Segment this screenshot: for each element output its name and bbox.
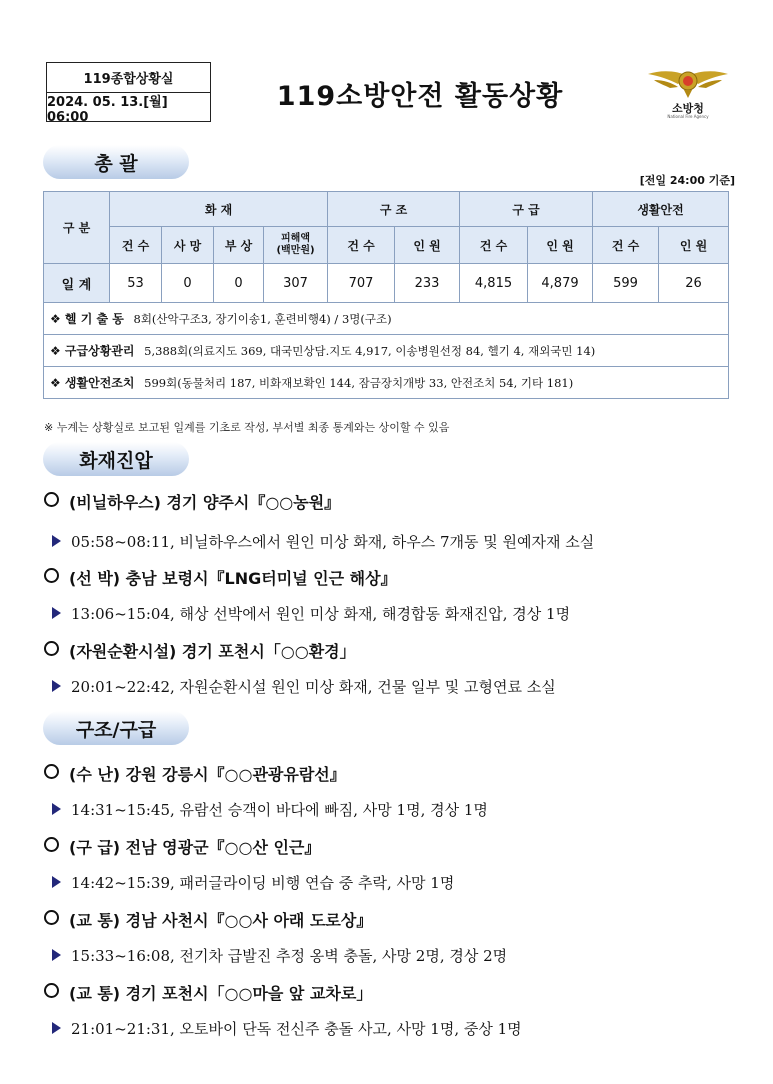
table-cell: 307	[264, 264, 328, 303]
col-fire-damage-unit: (백만원)	[276, 245, 315, 256]
circle-bullet-icon	[44, 568, 59, 583]
group-rescue: 구 조	[328, 192, 460, 227]
group-fire: 화 재	[110, 192, 328, 227]
triangle-bullet-icon	[52, 535, 61, 547]
group-safety: 생활안전	[593, 192, 729, 227]
note-text: 8회(산악구조3, 장기이송1, 훈련비행4) / 3명(구조)	[133, 312, 392, 326]
table-cell: 53	[110, 264, 162, 303]
section-fire: 화재진압	[43, 442, 189, 476]
incident-text: 15:33~16:08, 전기차 급발진 추정 옹벽 충돌, 사망 2명, 경상 2명	[71, 947, 508, 965]
col-safety-people: 인 원	[659, 227, 729, 264]
incident-text: 21:01~21:31, 오토바이 단독 전신주 충돌 사고, 사망 1명, 중상 1명	[71, 1020, 522, 1038]
basis-time: [전일 24:00 기준]	[639, 174, 735, 187]
circle-bullet-icon	[44, 910, 59, 925]
daily-total-label: 일 계	[44, 264, 110, 303]
summary-table	[43, 191, 729, 399]
incident-detail	[52, 676, 556, 697]
circle-bullet-icon	[44, 764, 59, 779]
col-fire-damage-label: 피해액	[281, 233, 310, 244]
table-cell: 0	[162, 264, 214, 303]
footnote: ※ 누계는 상황실로 보고된 일계를 기초로 작성, 부서별 최종 통계와는 상이할 수 있음	[44, 421, 450, 434]
col-ems-count: 건 수	[460, 227, 528, 264]
incident-text: 14:42~15:39, 패러글라이딩 비행 연습 중 추락, 사망 1명	[71, 874, 455, 892]
incident-heading	[44, 639, 356, 662]
incident-heading	[44, 835, 320, 858]
group-ems: 구 급	[460, 192, 593, 227]
incident-detail	[52, 531, 594, 552]
eagle-emblem-icon	[640, 66, 736, 100]
incident-detail	[52, 799, 488, 820]
note-text: 5,388회(의료지도 369, 대국민상담.지도 4,917, 이송병원선정 84, 헬기 4, 재외국민 14)	[144, 344, 596, 358]
incident-text: 14:31~15:45, 유람선 승객이 바다에 빠짐, 사망 1명, 경상 1명	[71, 801, 488, 819]
table-cell: 233	[395, 264, 460, 303]
incident-heading	[44, 566, 397, 589]
note-row-helicopter	[44, 303, 729, 335]
document-title: 119소방안전 활동상황	[276, 81, 564, 112]
incident-text: 05:58~08:11, 비닐하우스에서 원인 미상 화재, 하우스 7개동 및 원예자재 소실	[71, 533, 595, 551]
incident-title: (선 박) 충남 보령시『LNG터미널 인근 해상』	[69, 569, 397, 588]
table-cell: 4,879	[528, 264, 593, 303]
triangle-bullet-icon	[52, 949, 61, 961]
circle-bullet-icon	[44, 837, 59, 852]
incident-heading	[44, 762, 346, 785]
incident-title: (자원순환시설) 경기 포천시「○○환경」	[69, 642, 356, 661]
incident-detail	[52, 603, 570, 624]
circle-bullet-icon	[44, 983, 59, 998]
triangle-bullet-icon	[52, 876, 61, 888]
incident-text: 20:01~22:42, 자원순환시설 원인 미상 화재, 건물 일부 및 고형연료 소실	[71, 678, 556, 696]
col-safety-count: 건 수	[593, 227, 659, 264]
triangle-bullet-icon	[52, 680, 61, 692]
incident-title: (교 통) 경기 포천시「○○마을 앞 교차로」	[69, 984, 373, 1003]
row-header-category: 구 분	[44, 192, 110, 264]
incident-text: 13:06~15:04, 해상 선박에서 원인 미상 화재, 해경합동 화재진압, 경상 1명	[71, 605, 571, 623]
note-text: 599회(동물처리 187, 비화재보확인 144, 잠금장치개방 33, 안전조치 54, 기타 181)	[144, 376, 574, 390]
incident-title: (구 급) 전남 영광군『○○산 인근』	[69, 838, 321, 857]
triangle-bullet-icon	[52, 803, 61, 815]
agency-logo	[640, 66, 736, 122]
incident-detail	[52, 872, 454, 893]
col-fire-deaths: 사 망	[162, 227, 214, 264]
incident-detail	[52, 945, 507, 966]
incident-detail	[52, 1018, 522, 1039]
incident-title: (교 통) 경남 사천시『○○사 아래 도로상』	[69, 911, 373, 930]
circle-bullet-icon	[44, 641, 59, 656]
incident-title: (비닐하우스) 경기 양주시『○○농원』	[69, 493, 341, 512]
note-cell	[44, 303, 729, 335]
note-row-safety-actions	[44, 367, 729, 399]
note-label: ❖ 헬 기 출 동	[50, 312, 124, 326]
note-label: ❖ 구급상황관리	[50, 344, 135, 358]
incident-title: (수 난) 강원 강릉시『○○관광유람선』	[69, 765, 346, 784]
incident-heading	[44, 908, 372, 931]
table-row-daily-total	[44, 264, 729, 303]
table-cell: 0	[214, 264, 264, 303]
col-fire-injuries: 부 상	[214, 227, 264, 264]
agency-name: 소방청	[672, 102, 704, 115]
office-name: 119종합상황실	[83, 72, 174, 87]
report-meta-box	[46, 62, 211, 125]
note-cell	[44, 367, 729, 399]
table-cell: 4,815	[460, 264, 528, 303]
incident-heading	[44, 490, 340, 513]
note-row-ems-management	[44, 335, 729, 367]
col-fire-count: 건 수	[110, 227, 162, 264]
col-ems-people: 인 원	[528, 227, 593, 264]
triangle-bullet-icon	[52, 1022, 61, 1034]
note-cell	[44, 335, 729, 367]
triangle-bullet-icon	[52, 607, 61, 619]
table-cell: 599	[593, 264, 659, 303]
col-rescue-people: 인 원	[395, 227, 460, 264]
circle-bullet-icon	[44, 492, 59, 507]
section-rescue: 구조/구급	[43, 711, 189, 745]
table-cell: 707	[328, 264, 395, 303]
incident-heading	[44, 981, 372, 1004]
col-rescue-count: 건 수	[328, 227, 395, 264]
agency-name-en: National Fire Agency	[667, 114, 709, 119]
table-cell: 26	[659, 264, 729, 303]
section-summary: 총 괄	[43, 145, 189, 179]
report-datetime: 2024. 05. 13.[월] 06:00	[47, 92, 210, 122]
note-label: ❖ 생활안전조치	[50, 376, 135, 390]
col-fire-damage	[264, 227, 328, 264]
